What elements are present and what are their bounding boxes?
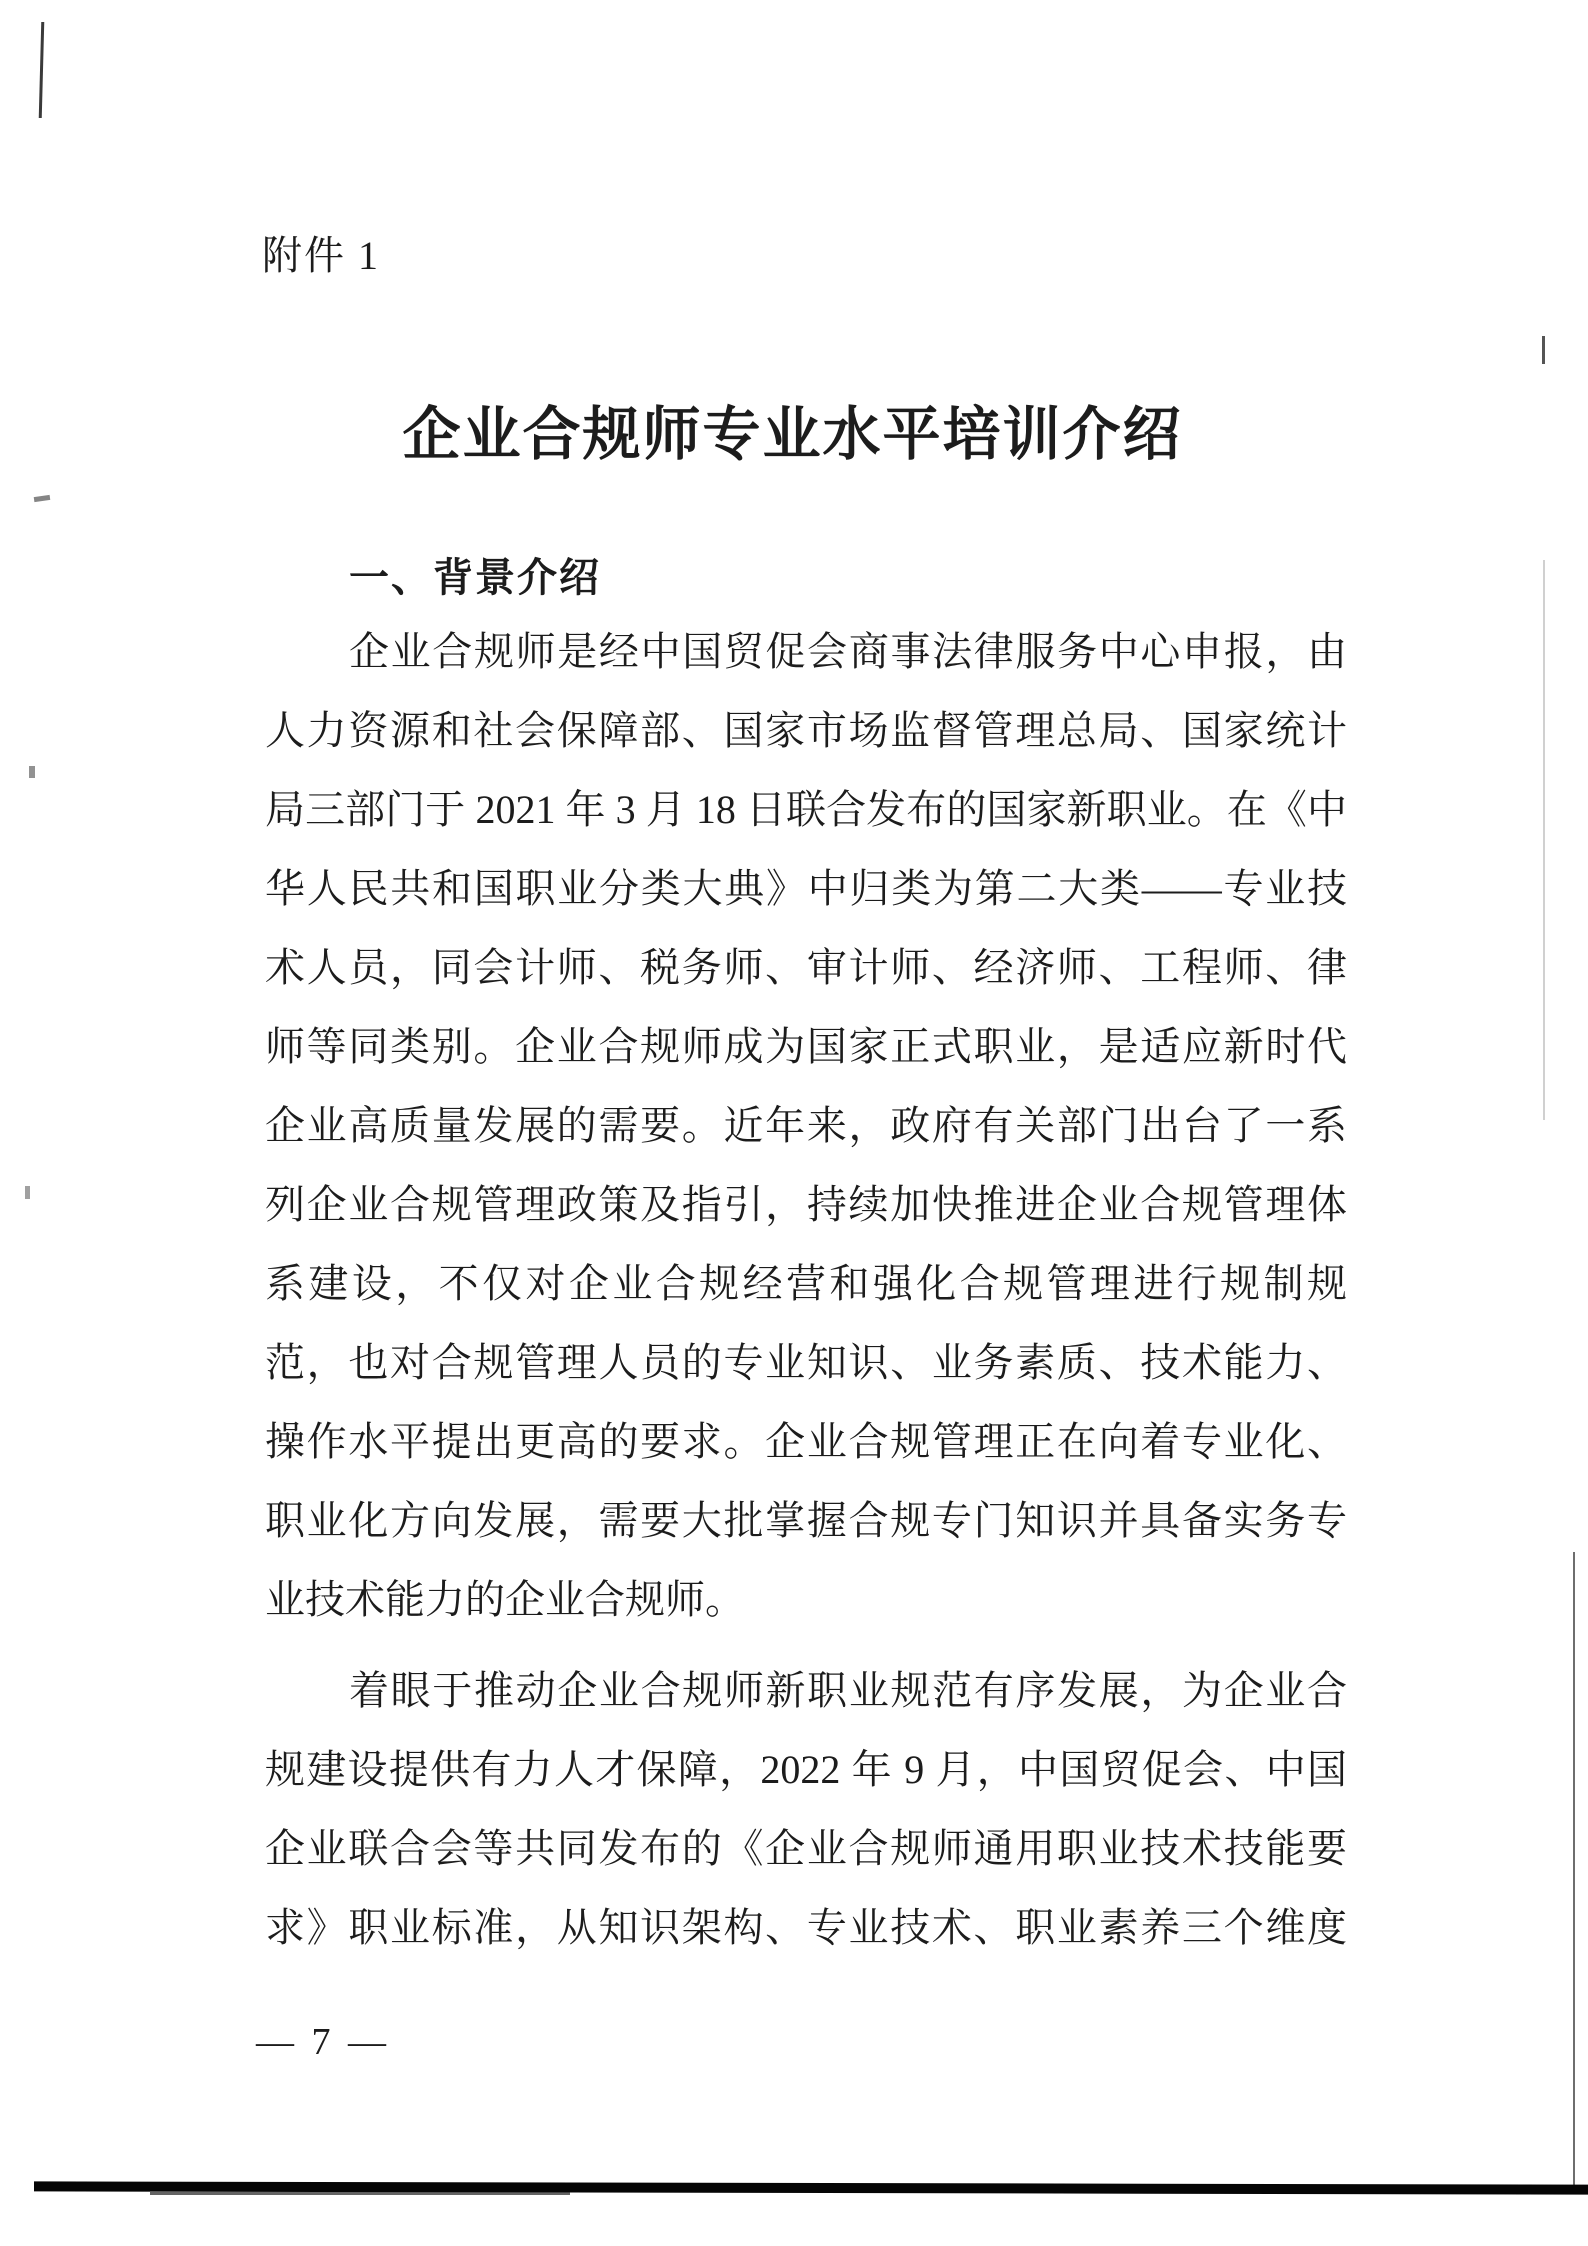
body-line: 企业合规师是经中国贸促会商事法律服务中心申报，由 [349, 629, 1347, 674]
scan-artifact-right-line [1573, 1552, 1575, 2192]
body-line: 人力资源和社会保障部、国家市场监督管理总局、国家统计 [265, 708, 1347, 753]
body-line: 系建设，不仅对企业合规经营和强化合规管理进行规制规 [265, 1261, 1347, 1306]
body-line: 范，也对合规管理人员的专业知识、业务素质、技术能力、 [265, 1340, 1347, 1385]
body-line: 业技术能力的企业合规师。 [265, 1577, 745, 1622]
body-line: 列企业合规管理政策及指引，持续加快推进企业合规管理体 [265, 1182, 1347, 1227]
scan-artifact-right-faint [1543, 560, 1545, 1120]
body-line: 术人员，同会计师、税务师、审计师、经济师、工程师、律 [265, 945, 1347, 990]
body-line: 着眼于推动企业合规师新职业规范有序发展，为企业合 [349, 1668, 1347, 1713]
scan-artifact-top-left [39, 22, 45, 118]
body-line: 企业高质量发展的需要。近年来，政府有关部门出台了一系 [265, 1103, 1347, 1148]
body-line: 企业联合会等共同发布的《企业合规师通用职业技术技能要 [265, 1826, 1347, 1871]
attachment-label: 附件 1 [262, 233, 380, 278]
document-body [265, 612, 1347, 1967]
scan-artifact-left-1 [34, 495, 51, 502]
document-title: 企业合规师专业水平培训介绍 [402, 402, 1183, 467]
body-line: 华人民共和国职业分类大典》中归类为第二大类——专业技 [265, 866, 1347, 911]
body-line: 操作水平提出更高的要求。企业合规管理正在向着专业化、 [265, 1419, 1347, 1464]
scan-artifact-left-3 [25, 1186, 30, 1199]
section-heading: 一、背景介绍 [349, 556, 601, 600]
body-line: 职业化方向发展，需要大批掌握合规专门知识并具备实务专 [265, 1498, 1347, 1543]
body-line: 求》职业标准，从知识架构、专业技术、职业素养三个维度 [265, 1905, 1347, 1950]
paragraph-1 [265, 612, 1347, 1639]
scan-artifact-right-dash [1542, 336, 1545, 364]
paragraph-2 [265, 1651, 1347, 1967]
scan-artifact-bottom-fray [150, 2192, 570, 2195]
body-line: 规建设提供有力人才保障，2022 年 9 月，中国贸促会、中国 [265, 1747, 1347, 1792]
body-line: 师等同类别。企业合规师成为国家正式职业，是适应新时代 [265, 1024, 1347, 1069]
body-line: 局三部门于 2021 年 3 月 18 日联合发布的国家新职业。在《中 [265, 787, 1347, 832]
page-number: — 7 — [256, 2021, 390, 2063]
scan-artifact-left-2 [29, 766, 35, 778]
